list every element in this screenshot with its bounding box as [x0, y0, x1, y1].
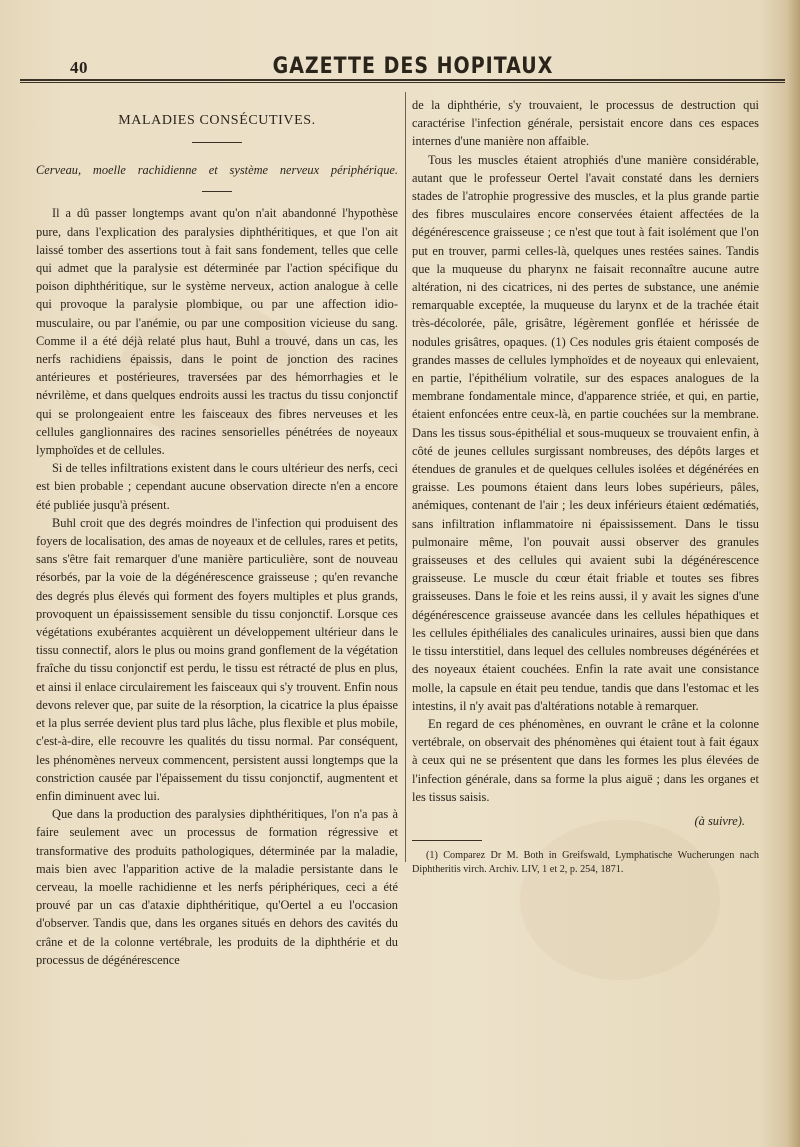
paragraph: Buhl croit que des degrés moindres de l'infection qui produisent des foyers de localisation, des amas de noyeaux et de cellules, rares et petits, sans s'être fait remarquer d'une manière particulière, sont de nouveau résorbés, par la voie de la dégénérescence graisseuse ; qu'en revanche des degrés plus élevés qui forment des foyers multiples et plus grands, provoquent un épaississement sensible du tissu conjonctif. Lorsque ces végétations exubérantes acquièrent un développement ultérieur dans le tissu connectif, alors le plus ou moins grand gonflement de la végétation fraîche du tissu conjonctif est perdu, le tissu est rétracté de plus en plus, et ainsi il enlace circulairement les faisceaux qui s'y trouvent. Enfin nous devons relever que, par suite de la résorption, la cicatrice la plus épaisse et la plus serrée devient plus tard plus lâche, plus flexible et plus mobile, c'est-à-dire, elle recouvre les qualités du tissu normal. Par conséquent, les phénomènes nerveux commencent, persistent aussi longtemps que la constriction causée par l'épaissement du tissu conjonctif, augmentent et enfin diminuent avec lui. [36, 515, 398, 803]
paragraph: En regard de ces phénomènes, en ouvrant le crâne et la colonne vertébrale, on observait des phénomènes qui étaient tout à fait égaux à ceux qui ne se présentent que dans les formes les plus élevées de l'infection générale, dans sa forme la plus aiguë ; dans les organes et les tissus saisis. [412, 716, 759, 804]
footnote: (1) Comparez Dr M. Both in Greifswald, Lymphatische Wucherungen nach Diphtheritis virch. Archiv. LIV, 1 et 2, p. 254, 1871. [412, 850, 759, 876]
to-be-continued: (à suivre). [694, 813, 745, 828]
title-rule [192, 142, 242, 143]
paragraph: Que dans la production des paralysies diphthéritiques, l'on n'a pas à faire seulement avec un processus de formation régressive et transformative des produits pathologiques, déterminée par la maladie, mais bien avec l'apparition active de la maladie persistante dans le cerveau, la moelle rachidienne et les nerfs périphériques, ceci a été prouvé par un cas d'ataxie diphthéritique, qu'Oertel a eu l'occasion d'observer. Tandis que, dans les organes situés en dehors des cavités du crâne et de la colonne vertébrale, les produits de la diphthérie et du processus de dégénérescence [36, 807, 398, 967]
paragraph: Tous les muscles étaient atrophiés d'une manière considérable, autant que le professeur Oertel l'avait constaté dans les derniers stades de l'atrophie progressive des muscles, et la plus grande partie des fibres musculaires encore conservées étaient affectées de la dégénérescence graisseuse ; ce n'est que tout à fait isolément que l'on put en trouver, parmi celles-là, quelques unes restées saines. Tandis que la muqueuse du pharynx ne faisait reconnaître aucune autre altération, ni des cicatrices, ni des pertes de substance, une anémie remarquable exceptée, la muqueuse du larynx et de la trachée était très-décolorée, pâle, grisâtre, légèrement gonflée et hérissée de nodules grisâtres, opaques. (1) Ces nodules gris étaient composés de grandes masses de cellules lymphoïdes et de noyeaux qui enlevaient, en partie, l'épithélium volratile, sur des espaces analogues de la membrane fondamentale mince, d'apparence striée, et qui, en partie, étaient enfoncées entre ceux-là, en partie couchées sur la membrane. Dans les tissus sous-épithélial et sous-muqueux se trouvaient enfin, à côté de jeunes cellules surgissant nombreuses, des dépôts larges et étendues de granules et de quelques cellules isolées et dégénérées en graisse. Les poumons étaient dans leurs lobes supérieurs, pâles, anémiques, contenant de l'air ; les deux inférieurs étaient œdématiés, sans infiltration inflammatoire ni épaississement. Dans le tissu pulmonaire même, l'on pouvait aussi observer des granules graisseuses et des cellules qui avaient subi la dégénérescence graisseuse. Le muscle du cœur était friable et toutes ses fibres graisseuses. Dans le foie et les reins aussi, il y avait les signes d'une dégénérescence graisseuse avancée dans les cellules hépathiques et les cellules épithéliales des canalicules urinaires, aussi bien que dans le tissu interstitiel, dans lequel des cellules nombreuses dégénérées et des noyeaux étaient couchées. Enfin la rate avait une consistance molle, la capsule en était peu tendue, tandis que dans l'estomac et les intestins, il n'y avait pas d'altérations notable à remarquer. [412, 152, 759, 713]
left-column [36, 96, 398, 969]
paragraph-continued: de la diphthérie, s'y trouvaient, le processus de destruction qui caractérise l'infection générale, persistait encore dans ces espaces internes d'une manière non affaible. [412, 98, 759, 149]
journal-title: GAZETTE DES HOPITAUX [272, 53, 554, 79]
page-header [42, 52, 784, 82]
footnote-rule [412, 840, 482, 841]
column-divider [405, 92, 406, 862]
subtitle: Cerveau, moelle rachidienne et système nerveux périphérique. [36, 163, 398, 178]
page-number: 40 [70, 58, 88, 77]
paragraph: Si de telles infiltrations existent dans le cours ultérieur des nerfs, ceci est bien probable ; cependant aucune observation directe n'en a encore été publiée jusqu'à présent. [36, 461, 398, 512]
page-edge [786, 0, 800, 1147]
right-column [412, 96, 759, 877]
header-rule [20, 79, 785, 83]
section-title: MALADIES CONSÉCUTIVES. [118, 113, 316, 128]
subtitle-rule [202, 191, 232, 192]
paragraph: Il a dû passer longtemps avant qu'on n'ait abandonné l'hypothèse pure, dans l'explication des paralysies diphthéritiques, et que l'on ait laissé tomber des assertions tout à fait sans fondement, telles que celle qui admet que la paralysie est déterminée par l'action spécifique du poison diphthéritique, sur le système nerveux, action analogue à celle qui provoque la paralysie plombique, ou par une affection idio-musculaire, ou par l'anémie, ou par une composition vicieuse du sang. Comme il a été déjà relaté plus haut, Buhl a trouvé, dans un cas, les nerfs rachidiens épaissis, dans le point de jonction des racines antérieures et postérieures, traversées par des hémorrhagies et le névrilème, et dans quelques endroits aussi les tractus du tissu conjonctif qui se prolongeaient entre les faisceaux des fibres nerveuses et les cellules ganglionnaires des racines sensorielles pénétrées de noyeaux lymphoïdes et de cellules. [36, 206, 398, 458]
